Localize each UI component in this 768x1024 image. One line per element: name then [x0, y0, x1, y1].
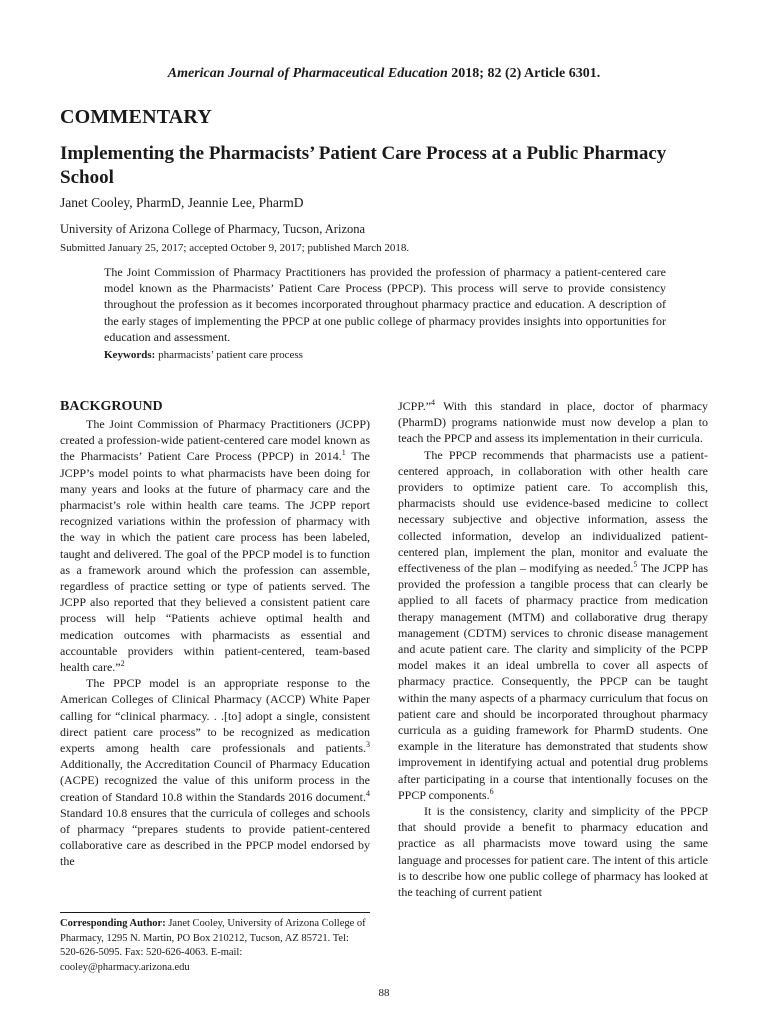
right-column — [398, 398, 708, 900]
paragraph — [60, 675, 370, 869]
citation-ref: 4 — [366, 788, 370, 798]
authors: Janet Cooley, PharmD, Jeannie Lee, PharmD — [60, 195, 304, 210]
text-run: The Joint Commission of Pharmacy Practitioners (JCPP) created a profession-wide patient-centered care model known as the Pharmacists’ Patient Care Process (PPCP) in 2014. — [60, 417, 370, 464]
text-run: The PPCP recommends that pharmacists use a patient-centered approach, in collaboration with other health care providers to optimize patient care. To accomplish this, pharmacists should use evidence-based medicine to collect necessary subjective and objective information, assess the collected information, develop an individualized patient-centered plan, implement the plan, monitor and evaluate the effectiveness of the plan – modifying as needed. — [398, 447, 708, 576]
text-run: The JCPP has provided the profession a tangible process that can clearly be applied to all facets of pharmacy practice from medication therapy management (MTM) and collaborative drug therapy management (CDTM) services to chronic disease management and acute patient care. The clarity and simplicity of the PCPP model makes it an ideal umbrella to cover all aspects of pharmacy practice. Consequently, the PPCP can be taught within the many aspects of a pharmacy curriculum that focus on patient care and should be incorporated throughout pharmacy curricula as a guiding framework for PharmD students. One example in the literature has demonstrated that students show improvement in identifying actual and potential drug problems after participating in a course that intentionally focuses on the PPCP components. — [398, 561, 709, 802]
article-title: Implementing the Pharmacists’ Patient Care Process at a Public Pharmacy School — [60, 143, 667, 188]
text-run: The JCPP’s model points to what pharmacists have been doing for many years and looks at the future of pharmacy care and the pharmacist’s role within health care teams. The JCPP report recognized variations within the profession of pharmacy with the way in which the patient care process has been labeled, taught and delivered. The goal of the PPCP model is to function as a framework around which the profession can assemble, regardless of practice setting or type of patients served. The JCPP also reported that they believed a consistent patient care process will help “Patients achieve optimal health and medication outcomes with pharmacists as essential and accountable providers within patient-centered, team-based health care.” — [60, 449, 370, 675]
citation-ref: 5 — [633, 560, 638, 570]
paragraph — [60, 416, 370, 675]
citation-ref: 2 — [120, 659, 125, 669]
paragraph — [398, 447, 708, 803]
left-column — [60, 398, 370, 870]
citation-ref: 6 — [489, 786, 494, 796]
footnote-text: Janet Cooley, University of Arizona College of Pharmacy, 1295 N. Martin, PO Box 210212, Tucson, AZ 85721. Tel: 520-626-5095. Fax: 520-626-4063. E-mail: cooley@pharmacy.arizona.edu — [60, 918, 366, 973]
section-label: COMMENTARY — [60, 106, 213, 128]
paragraph: It is the consistency, clarity and simplicity of the PPCP that should provide a benefit to pharmacy education and practice as all pharmacists move toward using the same language and processes for patient care. The intent of this article is to describe how one public college of pharmacy has looked at the teaching of current patient — [398, 804, 708, 900]
text-run: With this standard in place, doctor of pharmacy (PharmD) programs nationwide must now develop a plan to teach the PPCP and assess its implementation in their curricula. — [398, 399, 708, 446]
citation-ref: 1 — [341, 448, 346, 458]
footnote-divider — [60, 912, 370, 913]
text-run: Standard 10.8 ensures that the curricula of colleges and schools of pharmacy “prepares students to provide patient-centered collaborative care as described in the PPCP model endorsed by the — [60, 805, 370, 869]
keywords-text: pharmacists’ patient care process — [155, 349, 303, 362]
submission-dates: Submitted January 25, 2017; accepted October 9, 2017; published March 2018. — [60, 242, 410, 254]
text-run: Additionally, the Accreditation Council of Pharmacy Education (ACPE) recognized the value of this uniform process in the creation of Standard 10.8 within the Standards 2016 document. — [60, 757, 370, 804]
affiliation: University of Arizona College of Pharmacy, Tucson, Arizona — [60, 222, 366, 236]
section-heading-background: BACKGROUND — [60, 399, 163, 414]
keywords-label: Keywords: — [104, 349, 156, 362]
text-run: JCPP.” — [398, 399, 432, 413]
page-number: 88 — [378, 987, 390, 999]
abstract-text: The Joint Commission of Pharmacy Practitioners has provided the profession of pharmacy a patient-centered care model known as the Pharmacists’ Patient Care Process (PPCP). This process will serve to provide consistency throughout the profession as it becomes incorporated throughout pharmacy practice and education. A description of the early stages of implementing the PPCP at one public college of pharmacy provides insights into opportunities for education and assessment. — [104, 265, 666, 344]
paragraph — [398, 398, 708, 447]
journal-name: American Journal of Pharmaceutical Education — [167, 66, 448, 81]
citation-ref: 4 — [431, 398, 436, 407]
keywords — [104, 347, 666, 363]
footnote-label: Corresponding Author: — [60, 918, 166, 929]
citation-ref: 3 — [366, 740, 370, 750]
journal-header — [0, 66, 768, 82]
corresponding-author-note — [60, 917, 370, 975]
text-run: The PPCP model is an appropriate response to the American Colleges of Clinical Pharmacy (ACCP) White Paper calling for “clinical pharmacy. . .[to] adopt a single, consistent direct patient care process” to be recognized as medication experts among health care professionals and patients. — [60, 676, 370, 756]
abstract — [104, 264, 666, 363]
journal-citation: 2018; 82 (2) Article 6301. — [447, 66, 601, 81]
